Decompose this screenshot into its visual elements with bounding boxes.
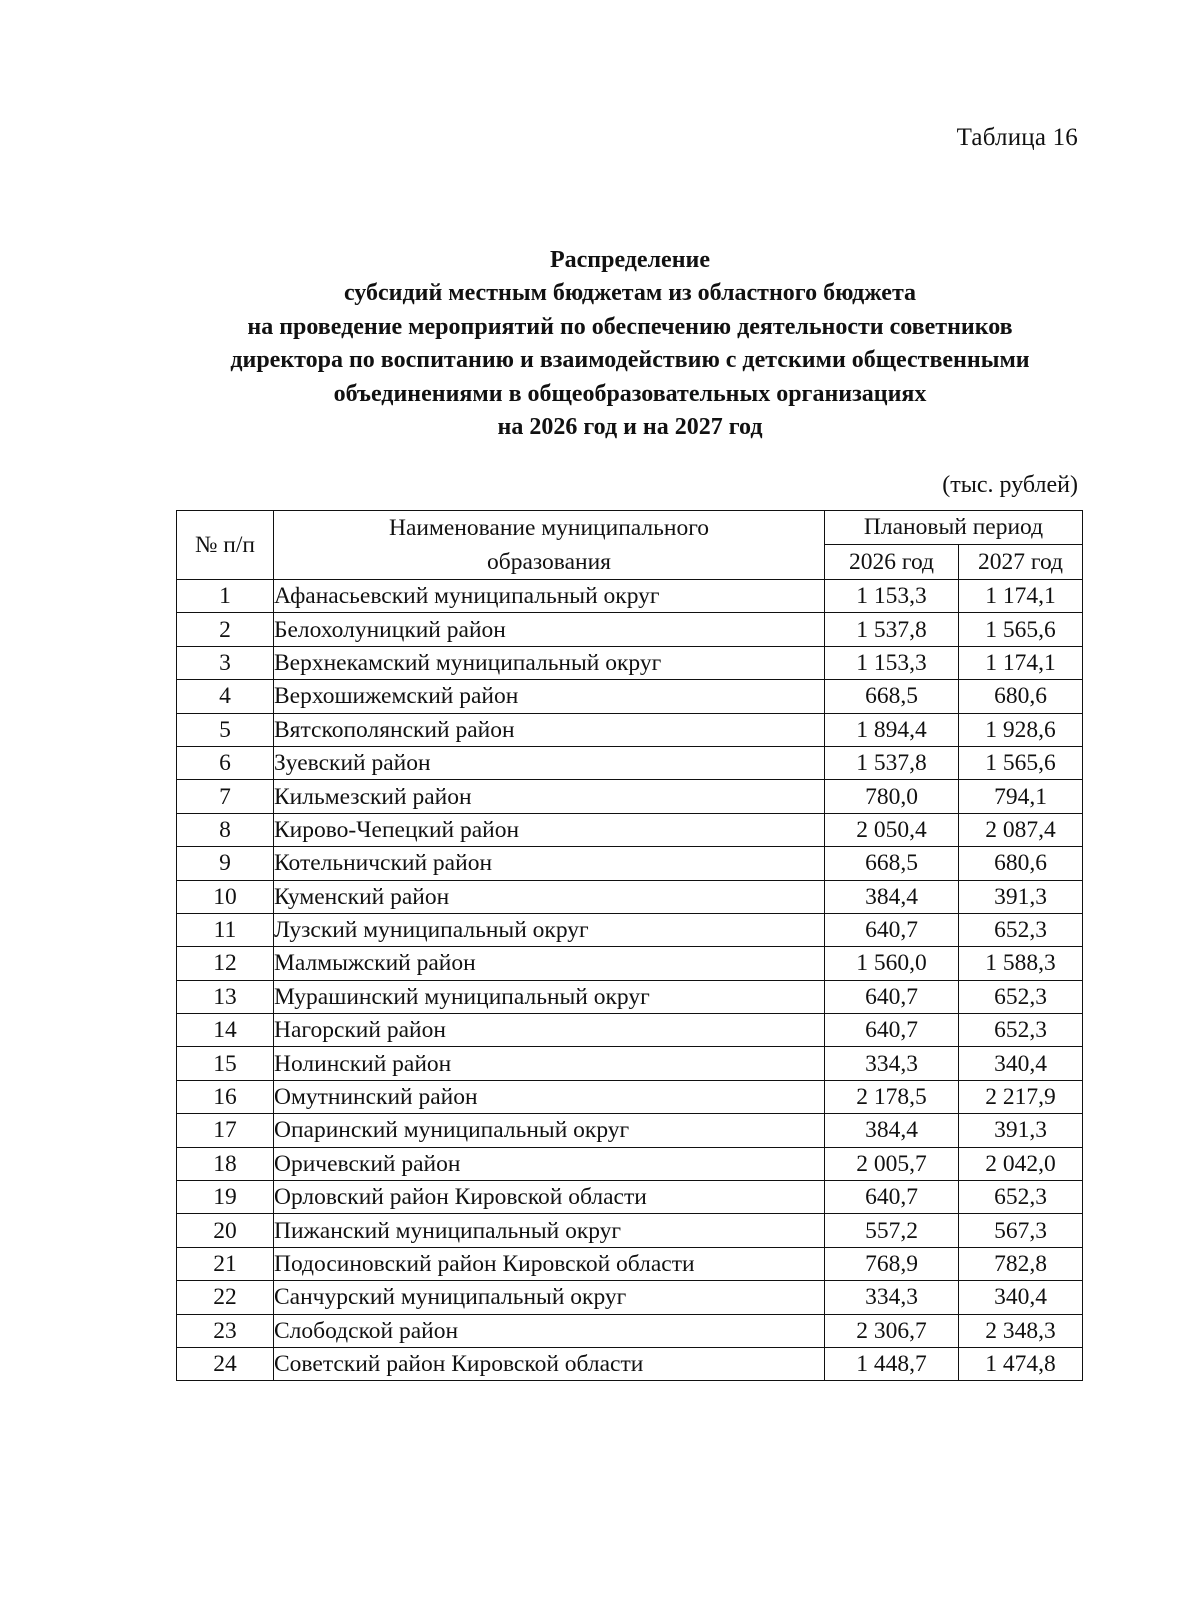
- municipality-name: Малмыжский район: [274, 947, 825, 980]
- value-2026: 2 050,4: [825, 813, 959, 846]
- value-2027: 782,8: [959, 1247, 1083, 1280]
- value-2027: 2 217,9: [959, 1080, 1083, 1113]
- row-number: 12: [177, 947, 274, 980]
- municipality-name: Лузский муниципальный округ: [274, 913, 825, 946]
- municipality-name: Санчурский муниципальный округ: [274, 1281, 825, 1314]
- title-line: на проведение мероприятий по обеспечению деятельности советников: [247, 313, 1013, 340]
- value-2026: 1 560,0: [825, 947, 959, 980]
- row-number: 13: [177, 980, 274, 1013]
- value-2026: 668,5: [825, 847, 959, 880]
- value-2027: 652,3: [959, 913, 1083, 946]
- row-number: 22: [177, 1281, 274, 1314]
- table-number: Таблица 16: [956, 124, 1078, 151]
- value-2027: 652,3: [959, 980, 1083, 1013]
- row-number: 1: [177, 580, 274, 613]
- value-2027: 340,4: [959, 1281, 1083, 1314]
- municipality-name: Омутнинский район: [274, 1080, 825, 1113]
- table-row: [177, 1114, 1083, 1147]
- municipality-name: Слободской район: [274, 1314, 825, 1347]
- municipality-name: Мурашинский муниципальный округ: [274, 980, 825, 1013]
- municipality-name: Советский район Кировской области: [274, 1347, 825, 1380]
- value-2027: 1 474,8: [959, 1347, 1083, 1380]
- table-row: [177, 847, 1083, 880]
- table-body: [177, 580, 1083, 1381]
- table-row: [177, 613, 1083, 646]
- table-row: [177, 980, 1083, 1013]
- municipality-name: Белохолуницкий район: [274, 613, 825, 646]
- title-line: объединениями в общеобразовательных организациях: [333, 380, 927, 407]
- municipality-name: Нагорский район: [274, 1014, 825, 1047]
- row-number: 5: [177, 713, 274, 746]
- value-2026: 2 306,7: [825, 1314, 959, 1347]
- row-number: 9: [177, 847, 274, 880]
- row-number: 20: [177, 1214, 274, 1247]
- municipality-name: Котельничский район: [274, 847, 825, 880]
- table-row: [177, 1181, 1083, 1214]
- row-number: 7: [177, 780, 274, 813]
- value-2026: 780,0: [825, 780, 959, 813]
- table-row: [177, 1080, 1083, 1113]
- municipality-name: Нолинский район: [274, 1047, 825, 1080]
- title-line: директора по воспитанию и взаимодействию с детскими общественными: [230, 347, 1030, 374]
- table-row: [177, 1247, 1083, 1280]
- table-row: [177, 1214, 1083, 1247]
- table-row: [177, 813, 1083, 846]
- value-2026: 334,3: [825, 1281, 959, 1314]
- municipality-name: Вятскополянский район: [274, 713, 825, 746]
- table-row: [177, 947, 1083, 980]
- value-2026: 2 005,7: [825, 1147, 959, 1180]
- title-line: на 2026 год и на 2027 год: [497, 414, 763, 441]
- value-2026: 384,4: [825, 1114, 959, 1147]
- value-2026: 1 448,7: [825, 1347, 959, 1380]
- header-year-2026: 2026 год: [825, 545, 959, 580]
- value-2027: 391,3: [959, 880, 1083, 913]
- value-2027: 1 174,1: [959, 646, 1083, 679]
- row-number: 24: [177, 1347, 274, 1380]
- value-2026: 640,7: [825, 1181, 959, 1214]
- row-number: 6: [177, 746, 274, 779]
- value-2026: 1 537,8: [825, 746, 959, 779]
- table-row: [177, 1347, 1083, 1380]
- value-2027: 1 565,6: [959, 613, 1083, 646]
- row-number: 4: [177, 680, 274, 713]
- row-number: 14: [177, 1014, 274, 1047]
- table-row: [177, 1147, 1083, 1180]
- header-municipality-text: Наименование муниципального образования: [389, 515, 709, 575]
- municipality-name: Кирово-Чепецкий район: [274, 813, 825, 846]
- value-2026: 640,7: [825, 1014, 959, 1047]
- row-number: 3: [177, 646, 274, 679]
- value-2026: 640,7: [825, 913, 959, 946]
- header-planning-period: Плановый период: [825, 511, 1083, 545]
- municipality-name: Зуевский район: [274, 746, 825, 779]
- municipality-name: Кильмезский район: [274, 780, 825, 813]
- municipality-name: Опаринский муниципальный округ: [274, 1114, 825, 1147]
- value-2027: 652,3: [959, 1181, 1083, 1214]
- municipality-name: Куменский район: [274, 880, 825, 913]
- table-header: [177, 511, 1083, 580]
- value-2027: 680,6: [959, 680, 1083, 713]
- value-2026: 334,3: [825, 1047, 959, 1080]
- value-2026: 768,9: [825, 1247, 959, 1280]
- municipality-name: Подосиновский район Кировской области: [274, 1247, 825, 1280]
- title-line: субсидий местным бюджетам из областного бюджета: [343, 280, 917, 307]
- units-label: (тыс. рублей): [942, 472, 1078, 498]
- table-row: [177, 746, 1083, 779]
- value-2027: 2 348,3: [959, 1314, 1083, 1347]
- value-2027: 2 087,4: [959, 813, 1083, 846]
- subsidy-table: [176, 510, 1083, 1381]
- value-2026: 384,4: [825, 880, 959, 913]
- table-row: [177, 1047, 1083, 1080]
- table-row: [177, 580, 1083, 613]
- row-number: 18: [177, 1147, 274, 1180]
- municipality-name: Афанасьевский муниципальный округ: [274, 580, 825, 613]
- table-row: [177, 780, 1083, 813]
- row-number: 17: [177, 1114, 274, 1147]
- value-2026: 2 178,5: [825, 1080, 959, 1113]
- municipality-name: Верхнекамский муниципальный округ: [274, 646, 825, 679]
- table-row: [177, 713, 1083, 746]
- row-number: 21: [177, 1247, 274, 1280]
- row-number: 2: [177, 613, 274, 646]
- value-2026: 1 537,8: [825, 613, 959, 646]
- value-2026: 1 894,4: [825, 713, 959, 746]
- value-2027: 340,4: [959, 1047, 1083, 1080]
- header-number: [177, 511, 274, 580]
- value-2027: 652,3: [959, 1014, 1083, 1047]
- table-row: [177, 880, 1083, 913]
- header-municipality: [274, 511, 825, 580]
- row-number: 8: [177, 813, 274, 846]
- municipality-name: Пижанский муниципальный округ: [274, 1214, 825, 1247]
- municipality-name: Орловский район Кировской области: [274, 1181, 825, 1214]
- value-2027: 1 565,6: [959, 746, 1083, 779]
- row-number: 10: [177, 880, 274, 913]
- municipality-name: Верхошижемский район: [274, 680, 825, 713]
- document-title: [130, 244, 1130, 444]
- value-2027: 794,1: [959, 780, 1083, 813]
- table-row: [177, 680, 1083, 713]
- value-2026: 668,5: [825, 680, 959, 713]
- municipality-name: Оричевский район: [274, 1147, 825, 1180]
- row-number: 15: [177, 1047, 274, 1080]
- table-row: [177, 1281, 1083, 1314]
- value-2027: 1 174,1: [959, 580, 1083, 613]
- value-2027: 1 928,6: [959, 713, 1083, 746]
- value-2026: 640,7: [825, 980, 959, 1013]
- table-row: [177, 646, 1083, 679]
- row-number: 11: [177, 913, 274, 946]
- value-2026: 1 153,3: [825, 580, 959, 613]
- value-2026: 557,2: [825, 1214, 959, 1247]
- row-number: 23: [177, 1314, 274, 1347]
- value-2027: 567,3: [959, 1214, 1083, 1247]
- header-number-text: № п/п: [195, 532, 255, 558]
- value-2027: 680,6: [959, 847, 1083, 880]
- title-line: Распределение: [549, 247, 711, 273]
- value-2026: 1 153,3: [825, 646, 959, 679]
- header-year-2027: 2027 год: [959, 545, 1083, 580]
- value-2027: 391,3: [959, 1114, 1083, 1147]
- table-row: [177, 913, 1083, 946]
- value-2027: 2 042,0: [959, 1147, 1083, 1180]
- row-number: 19: [177, 1181, 274, 1214]
- table-row: [177, 1314, 1083, 1347]
- table-row: [177, 1014, 1083, 1047]
- row-number: 16: [177, 1080, 274, 1113]
- value-2027: 1 588,3: [959, 947, 1083, 980]
